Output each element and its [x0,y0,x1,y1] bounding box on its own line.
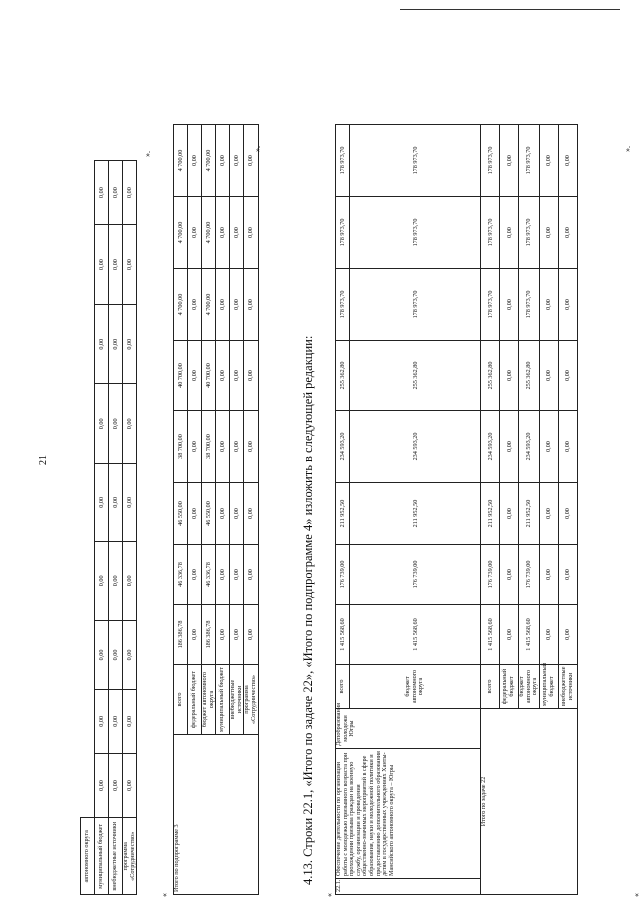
value-cell: 0,00 [230,197,244,269]
value-cell: 0,00 [500,125,519,197]
value-cell: 4 700,00 [174,197,188,269]
value-cell: 0,00 [558,197,577,269]
source-cell: внебюджетные источники [230,665,244,735]
value-cell: 0,00 [539,605,558,665]
close-quote-3: ». [623,146,632,152]
value-cell: 0,00 [188,125,202,197]
value-cell: 0,00 [123,689,137,753]
value-cell: 0,00 [216,411,230,483]
value-cell: 178 973,70 [519,269,540,341]
close-quote-2: ». [253,146,262,152]
value-cell: 0,00 [123,753,137,817]
value-cell: 1 415 568,60 [519,605,540,665]
value-cell: 0,00 [95,304,109,384]
value-cell: 0,00 [500,269,519,341]
source-cell: внебюджетные источники [558,665,577,709]
table-row [109,161,123,896]
value-cell: 178 973,70 [350,197,481,269]
source-cell: внебюджетные источники [109,818,123,895]
value-cell: 178 973,70 [336,125,350,197]
source-cell: федеральный бюджет [188,665,202,735]
value-cell: 46 336,78 [174,545,188,605]
value-cell: 0,00 [188,483,202,545]
open-quote-2: « [325,893,334,897]
value-cell: 0,00 [230,545,244,605]
value-cell: 0,00 [188,605,202,665]
value-cell: 0,00 [539,341,558,411]
value-cell: 234 593,20 [350,411,481,483]
value-cell: 0,00 [109,541,123,621]
value-cell: 176 739,00 [350,545,481,605]
close-quote-1: ». [143,151,152,157]
value-cell: 0,00 [109,225,123,305]
empty-cell [81,161,95,818]
source-cell: федеральный бюджет [500,665,519,709]
value-cell: 4 700,00 [174,125,188,197]
value-cell: 234 593,20 [336,411,350,483]
value-cell: 0,00 [216,125,230,197]
table-continuation [80,160,137,895]
table-row [81,161,95,896]
source-cell: программа «Сотрудничество» [244,665,258,735]
value-cell: 0,00 [558,605,577,665]
table-row [336,125,350,895]
value-cell: 234 593,20 [481,411,500,483]
value-cell: 176 739,00 [519,545,540,605]
value-cell: 0,00 [216,605,230,665]
value-cell: 0,00 [109,161,123,225]
table-subprogram-3-total [173,124,259,895]
value-cell: 255 362,80 [336,341,350,411]
value-cell: 0,00 [558,341,577,411]
value-cell: 0,00 [123,621,137,690]
row-executor: Депобразования молодежи Югры [336,709,481,749]
value-cell: 0,00 [500,483,519,545]
table-row-22-1 [335,124,578,895]
value-cell: 0,00 [558,411,577,483]
value-cell: 46 550,00 [202,483,216,545]
value-cell: 178 973,70 [350,269,481,341]
value-cell: 0,00 [558,545,577,605]
source-cell: муниципальный бюджет [95,818,109,895]
value-cell: 186 386,78 [174,605,188,665]
value-cell: 0,00 [244,545,258,605]
section-heading: 4.13. Строки 22.1, «Итого по задаче 22», «Итого по подпрограмме 4» изложить в следующей редакции: [301,335,315,885]
value-cell: 0,00 [539,269,558,341]
value-cell: 4 700,00 [202,125,216,197]
value-cell: 0,00 [109,304,123,384]
value-cell: 0,00 [244,483,258,545]
value-cell: 186 386,78 [202,605,216,665]
value-cell: 0,00 [109,753,123,817]
value-cell: 176 739,00 [481,545,500,605]
page-number: 21 [38,455,49,465]
value-cell: 0,00 [188,341,202,411]
value-cell: 0,00 [244,605,258,665]
value-cell: 4 700,00 [174,269,188,341]
value-cell: 40 700,00 [202,341,216,411]
value-cell: 255 362,80 [481,341,500,411]
value-cell: 0,00 [244,197,258,269]
source-cell: муниципальный бюджет [539,665,558,709]
table-row [123,161,137,896]
value-cell: 211 952,50 [481,483,500,545]
value-cell: 178 973,70 [481,197,500,269]
task-total-label: Итого по задаче 22 [481,709,578,895]
value-cell: 0,00 [109,464,123,541]
source-cell: муниципальный бюджет [216,665,230,735]
value-cell: 0,00 [95,621,109,690]
value-cell: 0,00 [230,341,244,411]
value-cell: 38 700,00 [174,411,188,483]
source-cell: всего [336,665,350,709]
value-cell: 0,00 [95,689,109,753]
value-cell: 0,00 [558,483,577,545]
value-cell: 0,00 [500,341,519,411]
open-quote-3: « [632,893,641,897]
value-cell: 46 336,78 [202,545,216,605]
source-cell: автономного округа [81,818,95,895]
value-cell: 0,00 [500,605,519,665]
value-cell: 255 362,80 [519,341,540,411]
value-cell: 38 700,00 [202,411,216,483]
value-cell: 1 415 568,60 [336,605,350,665]
value-cell: 178 973,70 [336,197,350,269]
value-cell: 0,00 [95,541,109,621]
value-cell: 0,00 [216,197,230,269]
value-cell: 0,00 [123,541,137,621]
value-cell: 1 415 568,60 [350,605,481,665]
value-cell: 0,00 [244,411,258,483]
value-cell: 4 700,00 [202,269,216,341]
value-cell: 0,00 [109,621,123,690]
value-cell: 0,00 [109,384,123,464]
value-cell: 0,00 [539,125,558,197]
value-cell: 178 973,70 [481,125,500,197]
value-cell: 0,00 [500,411,519,483]
value-cell: 0,00 [230,269,244,341]
value-cell: 0,00 [95,384,109,464]
value-cell: 0,00 [95,753,109,817]
value-cell: 178 973,70 [481,269,500,341]
source-cell: бюджет автономного округа [202,665,216,735]
value-cell: 4 700,00 [202,197,216,269]
value-cell: 0,00 [95,225,109,305]
value-cell: 176 739,00 [336,545,350,605]
value-cell: 0,00 [95,464,109,541]
source-cell: программа «Сотрудничество» [123,818,137,895]
value-cell: 211 952,50 [336,483,350,545]
value-cell: 0,00 [539,411,558,483]
value-cell: 0,00 [216,483,230,545]
value-cell: 0,00 [216,545,230,605]
value-cell: 0,00 [188,411,202,483]
row-description: Обеспечение деятельности по организации работы с молодежью призывного возраста при прохождении призыва граждан на военную службу, организации и проведения общественно-значимых мероприятий в сфере образования, науки и молодежной политики и предоставлению дополнительного образования детям в государственных учреждениях Ханты-Мансийского автономного округа – Югры [336,749,481,879]
value-cell: 234 593,20 [519,411,540,483]
value-cell: 211 952,50 [350,483,481,545]
value-cell: 211 952,50 [519,483,540,545]
value-cell: 0,00 [123,464,137,541]
value-cell: 0,00 [558,125,577,197]
table-row [481,125,500,895]
value-cell: 0,00 [230,483,244,545]
value-cell: 0,00 [188,545,202,605]
value-cell: 178 973,70 [519,125,540,197]
value-cell: 1 415 568,60 [481,605,500,665]
value-cell: 0,00 [123,161,137,225]
value-cell: 0,00 [123,304,137,384]
value-cell: 0,00 [230,411,244,483]
value-cell: 0,00 [539,483,558,545]
source-cell: бюджет автономного округа [350,665,481,709]
value-cell: 0,00 [230,605,244,665]
value-cell: 0,00 [123,225,137,305]
value-cell: 0,00 [216,269,230,341]
value-cell: 40 700,00 [174,341,188,411]
value-cell: 0,00 [244,341,258,411]
row-number: 22.1. [336,879,481,895]
source-cell: всего [481,665,500,709]
value-cell: 178 973,70 [350,125,481,197]
value-cell: 0,00 [539,545,558,605]
subprogram-label: Итого по подпрограмме 3 [174,735,259,895]
value-cell: 0,00 [500,545,519,605]
value-cell: 0,00 [123,384,137,464]
value-cell: 46 550,00 [174,483,188,545]
open-quote-1: « [160,893,169,897]
value-cell: 0,00 [244,269,258,341]
value-cell: 0,00 [230,125,244,197]
value-cell: 0,00 [188,269,202,341]
table-row [95,161,109,896]
value-cell: 0,00 [500,197,519,269]
value-cell: 0,00 [188,197,202,269]
value-cell: 0,00 [216,341,230,411]
value-cell: 0,00 [95,161,109,225]
value-cell: 178 973,70 [336,269,350,341]
source-cell: всего [174,665,188,735]
value-cell: 0,00 [244,125,258,197]
value-cell: 0,00 [558,269,577,341]
table-row [174,125,188,895]
value-cell: 0,00 [539,197,558,269]
source-cell: бюджет автономного округа [519,665,540,709]
value-cell: 255 362,80 [350,341,481,411]
value-cell: 178 973,70 [519,197,540,269]
value-cell: 0,00 [109,689,123,753]
